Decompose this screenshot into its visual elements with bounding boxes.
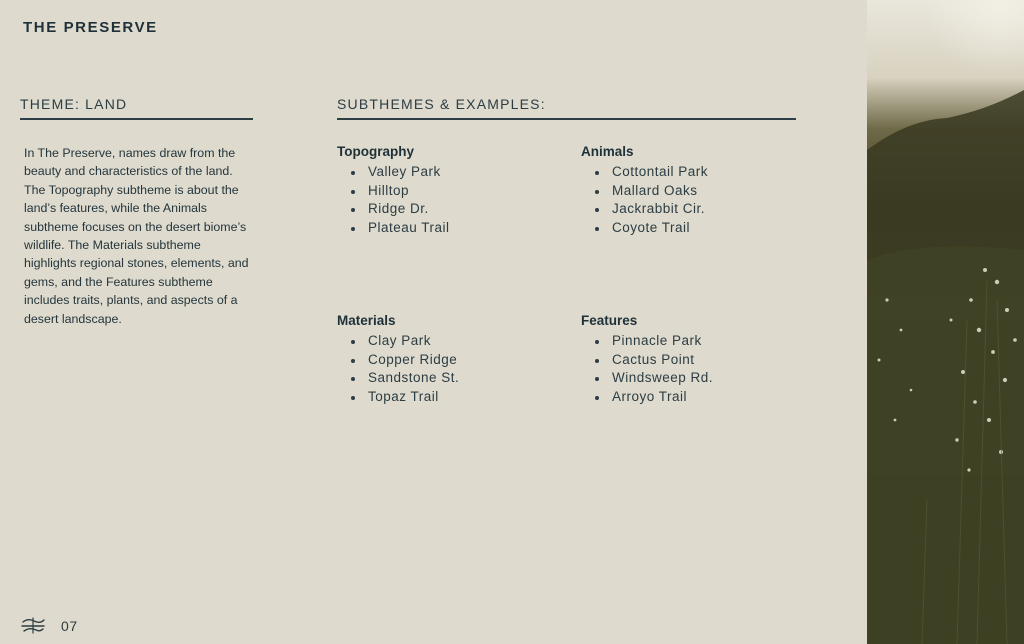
example-name: Coyote Trail (612, 219, 691, 235)
list-item (595, 182, 801, 201)
subtheme-title: Animals (581, 144, 634, 159)
example-name: Hilltop (368, 182, 410, 198)
example-name: Sandstone St. (368, 370, 460, 386)
example-list (581, 332, 801, 406)
bullet-icon (351, 340, 355, 344)
list-item (595, 332, 801, 351)
example-name: Ridge Dr. (368, 201, 429, 217)
example-name: Cottontail Park (612, 164, 709, 179)
bullet-icon (351, 377, 355, 381)
bullet-icon (351, 171, 355, 175)
list-item (595, 369, 801, 388)
subtheme-title: Materials (337, 313, 396, 328)
bullet-icon (595, 190, 599, 194)
example-name: Jackrabbit Cir. (612, 201, 706, 217)
example-list (581, 163, 801, 237)
list-item (351, 388, 557, 407)
bullet-icon (595, 171, 599, 175)
bullet-icon (595, 208, 599, 212)
example-name: Valley Park (368, 164, 441, 179)
bullet-icon (595, 377, 599, 381)
list-item (595, 351, 801, 370)
example-name: Plateau Trail (368, 219, 450, 235)
example-name: Topaz Trail (368, 388, 439, 404)
bullet-icon (351, 190, 355, 194)
example-list (337, 163, 557, 237)
list-item (595, 388, 801, 407)
list-item (595, 200, 801, 219)
list-item (351, 332, 557, 351)
list-item (351, 369, 557, 388)
theme-heading: THEME: LAND (20, 96, 128, 112)
bullet-icon (351, 359, 355, 363)
bullet-icon (595, 359, 599, 363)
example-name: Windsweep Rd. (612, 370, 714, 386)
list-item (351, 163, 557, 182)
subthemes-divider (337, 118, 796, 120)
list-item (595, 219, 801, 238)
theme-divider (20, 118, 253, 120)
preserve-monogram-icon (20, 616, 46, 634)
example-name: Pinnacle Park (612, 333, 702, 348)
bullet-icon (595, 396, 599, 400)
bullet-icon (351, 396, 355, 400)
example-name: Copper Ridge (368, 351, 458, 367)
list-item (351, 351, 557, 370)
brand-title: THE PRESERVE (23, 19, 158, 36)
bullet-icon (595, 227, 599, 231)
example-name: Cactus Point (612, 351, 695, 367)
subtheme-title: Features (581, 313, 638, 328)
subtheme-materials (337, 313, 557, 406)
list-item (351, 200, 557, 219)
bullet-icon (595, 340, 599, 344)
theme-description: In The Preserve, names draw from the beauty and characteristics of the land. The Topography subtheme is about the land’s features, while the Animals subtheme focuses on the desert biome’s wildlife. The Materials subtheme highlights regional stones, elements, and gems, and the Features subtheme includes traits, plants, and aspects of a desert landscape. (24, 146, 249, 326)
subtheme-features (581, 313, 801, 406)
bullet-icon (351, 227, 355, 231)
list-item (351, 219, 557, 238)
subtheme-title: Topography (337, 144, 414, 159)
example-name: Clay Park (368, 333, 432, 348)
example-list (337, 332, 557, 406)
list-item (351, 182, 557, 201)
list-item (595, 163, 801, 182)
example-name: Mallard Oaks (612, 182, 698, 198)
bullet-icon (351, 208, 355, 212)
example-name: Arroyo Trail (612, 388, 688, 404)
desert-wildflowers-photo (867, 0, 1024, 644)
page-number: 07 (61, 618, 78, 634)
subtheme-topography (337, 144, 557, 237)
wildflowers-illustration (867, 0, 1024, 644)
subthemes-heading: SUBTHEMES & EXAMPLES: (337, 96, 546, 112)
subtheme-animals (581, 144, 801, 237)
